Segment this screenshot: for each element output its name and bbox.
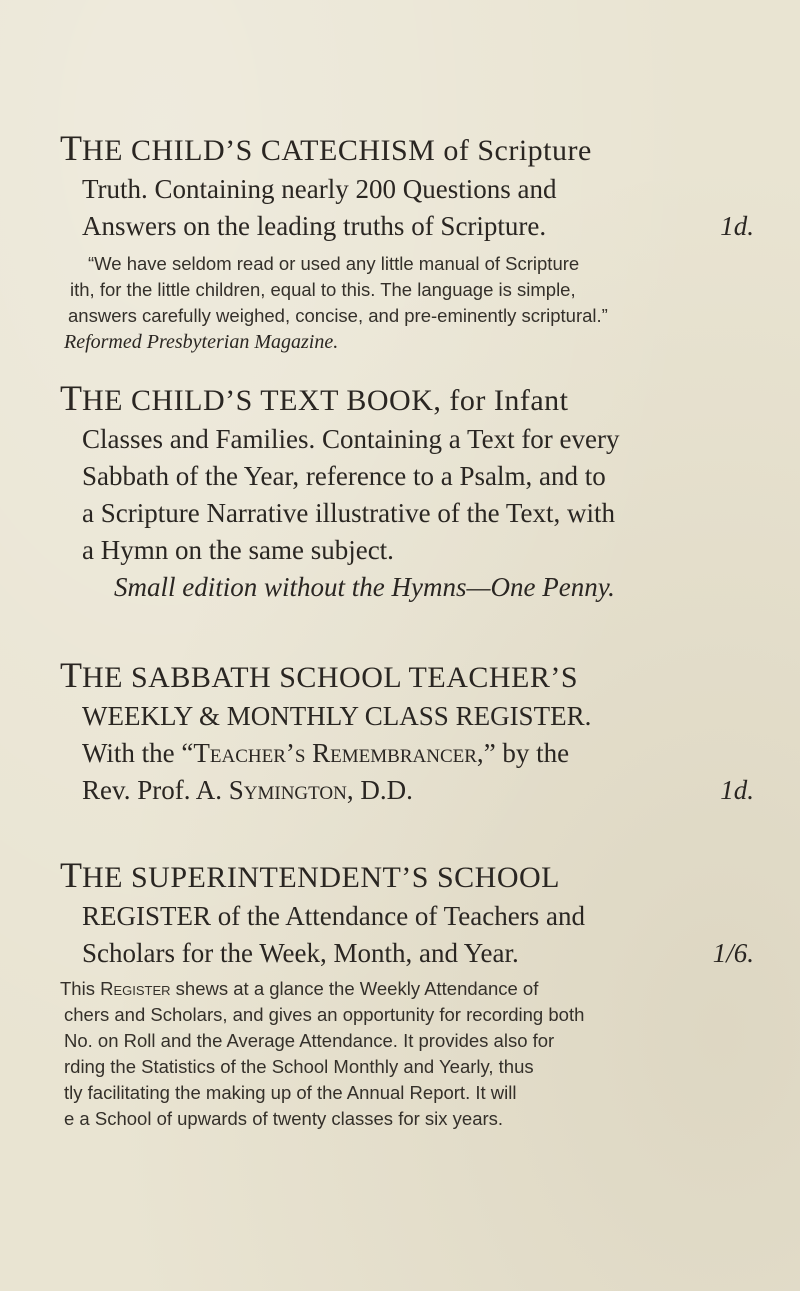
- with-suffix: ” by the: [483, 738, 570, 768]
- entry-line: Truth. Containing nearly 200 Questions and: [82, 174, 557, 204]
- entry-line-with-price: [60, 208, 760, 245]
- desc-register: Register: [100, 978, 171, 999]
- quote-source: Reformed Presbyterian Magazine.: [64, 331, 339, 353]
- drop-initial: T: [60, 655, 82, 695]
- entry-line: WEEKLY & MONTHLY CLASS REGISTER.: [82, 701, 592, 731]
- price: 1d.: [720, 211, 754, 241]
- entry-childs-text-book: [60, 378, 760, 606]
- headline-text: HE SUPERINTENDENT’S SCHOOL: [82, 861, 560, 894]
- entry-line: Sabbath of the Year, reference to a Psalm, and to: [82, 461, 606, 491]
- entry-sabbath-school-register: [60, 655, 760, 809]
- entry-line-author: [60, 772, 760, 809]
- desc-line: No. on Roll and the Average Attendance. It provides also for: [64, 1030, 555, 1051]
- quote-line: answers carefully weighed, concise, and pre-eminently scriptural.”: [68, 305, 608, 326]
- headline-text: HE CHILD’S CATECHISM of Scripture: [82, 134, 592, 167]
- price: 1/6.: [712, 938, 754, 968]
- desc-line: chers and Scholars, and gives an opportunity for recording both: [64, 1004, 585, 1025]
- desc-line: e a School of upwards of twenty classes for six years.: [64, 1108, 504, 1129]
- entry-headline: [60, 378, 760, 421]
- quote-line: “We have seldom read or used any little manual of Scripture: [88, 253, 580, 274]
- entry-line: a Scripture Narrative illustrative of the Text, with: [82, 498, 615, 528]
- entry-line: REGISTER of the Attendance of Teachers and: [82, 901, 585, 931]
- with-prefix: With the “: [82, 738, 194, 768]
- drop-initial: T: [60, 855, 82, 895]
- entry-line-with-price: [60, 935, 760, 972]
- entry-headline: [60, 855, 760, 898]
- desc-prefix: This: [60, 978, 101, 999]
- with-title: Teacher’s Remembrancer,: [193, 738, 484, 768]
- drop-initial: T: [60, 128, 82, 168]
- author-suffix: , D.D.: [346, 775, 413, 805]
- entry-line: a Hymn on the same subject.: [82, 535, 394, 565]
- drop-initial: T: [60, 378, 82, 418]
- desc-line: rding the Statistics of the School Monthly and Yearly, thus: [64, 1056, 534, 1077]
- edition-note: Small edition without the Hymns—One Penny.: [114, 572, 615, 602]
- desc-suffix: shews at a glance the Weekly Attendance of: [170, 978, 539, 999]
- headline-text: HE CHILD’S TEXT BOOK, for Infant: [82, 384, 569, 417]
- author-name: Symington: [228, 775, 347, 805]
- entry-line-with: [60, 735, 760, 772]
- entry-line: Scholars for the Week, Month, and Year.: [82, 938, 519, 968]
- quote-line: ith, for the little children, equal to this. The language is simple,: [70, 279, 576, 300]
- entry-headline: [60, 655, 760, 698]
- entry-childs-catechism: [60, 128, 760, 355]
- entry-headline: [60, 128, 760, 171]
- desc-line: tly facilitating the making up of the Annual Report. It will: [64, 1082, 517, 1103]
- price: 1d.: [720, 775, 754, 805]
- headline-text: HE SABBATH SCHOOL TEACHER’S: [82, 661, 579, 694]
- author-prefix: Rev. Prof. A.: [82, 775, 229, 805]
- desc-line: [60, 976, 760, 1002]
- entry-line: Classes and Families. Containing a Text for every: [82, 424, 620, 454]
- entry-superintendents-register: [60, 855, 760, 1132]
- entry-line: Answers on the leading truths of Scripture.: [82, 211, 547, 241]
